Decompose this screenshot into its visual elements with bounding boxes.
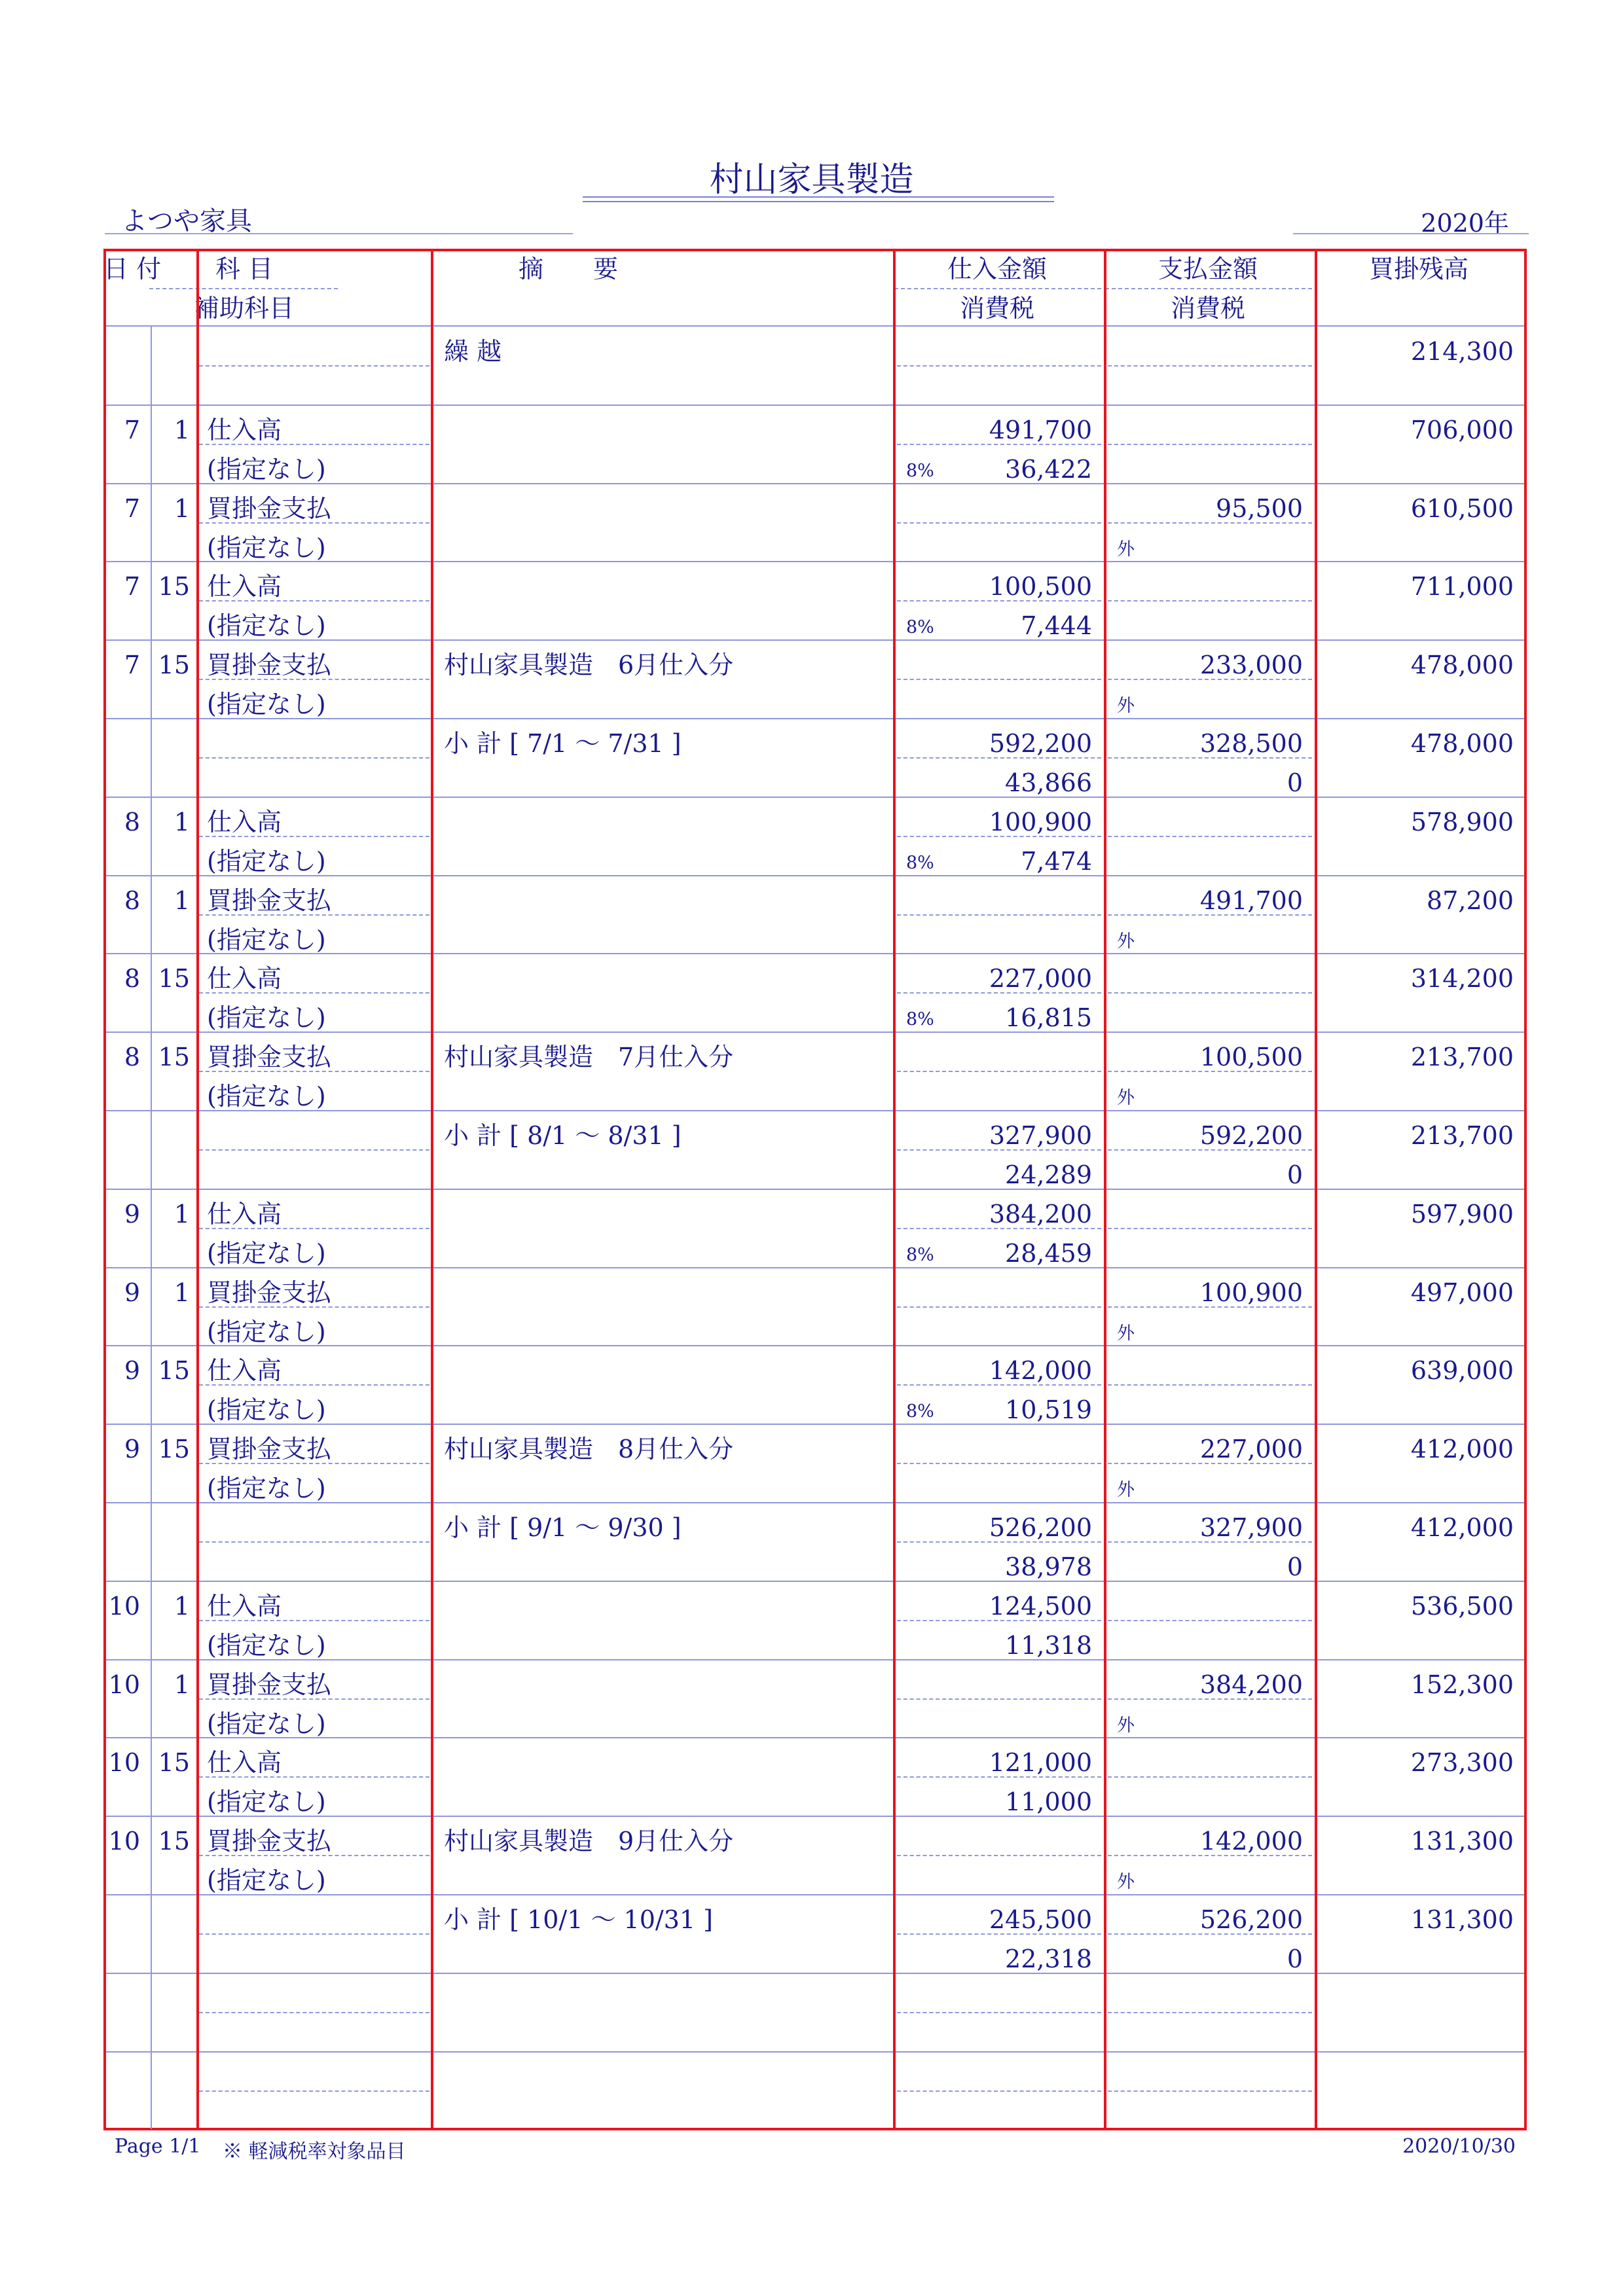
entry-account: 仕入高	[207, 415, 282, 444]
entry-purchase-tax: 36,422	[1005, 454, 1092, 484]
entry-tax-rate: 8%	[906, 460, 934, 481]
entry-purchase-tax: 11,318	[1005, 1630, 1092, 1660]
entry-tax-rate: 8%	[906, 1009, 934, 1030]
entry-payment-amount: 592,200	[1199, 1121, 1303, 1150]
entry-sub-account: (指定なし)	[207, 1082, 326, 1111]
entry-balance: 412,000	[1410, 1513, 1514, 1542]
entry-purchase-amount: 592,200	[989, 729, 1092, 758]
column-divider	[1315, 249, 1317, 2130]
entry-day: 1	[173, 1278, 190, 1307]
entry-sub-account: (指定なし)	[207, 1395, 326, 1425]
entry-payment-note: 外	[1117, 1088, 1135, 1109]
entry-purchase-amount: 100,900	[989, 807, 1092, 836]
entry-payment-amount: 95,500	[1216, 493, 1303, 523]
entry-sub-account: (指定なし)	[207, 846, 326, 876]
entry-description: 小 計 [ 10/1 ～ 10/31 ]	[444, 1905, 713, 1934]
entry-sub-account: (指定なし)	[207, 690, 326, 719]
entry-purchase-amount: 526,200	[989, 1513, 1092, 1542]
entry-description: 小 計 [ 7/1 ～ 7/31 ]	[444, 729, 682, 758]
entry-account: 仕入高	[207, 1591, 282, 1621]
entry-sub-account: (指定なし)	[207, 1003, 326, 1033]
footer-print-date: 2020/10/30	[1402, 2135, 1516, 2158]
column-divider	[431, 249, 433, 2130]
entry-account: 仕入高	[207, 572, 282, 601]
entry-account: 仕入高	[207, 807, 282, 836]
entry-day: 1	[173, 807, 190, 836]
entry-month: 8	[124, 886, 140, 915]
entry-sub-account: (指定なし)	[207, 1709, 326, 1738]
entry-description: 村山家具製造 6月仕入分	[444, 651, 734, 680]
header-sub-account: 補助科目	[194, 294, 294, 323]
entry-balance: 273,300	[1410, 1748, 1514, 1778]
entry-account: 買掛金支払	[207, 1435, 332, 1464]
entry-month: 9	[124, 1199, 140, 1229]
ledger-frame	[103, 249, 1527, 2130]
entry-day: 1	[173, 1591, 190, 1621]
entry-day: 15	[158, 1435, 190, 1464]
entry-description: 村山家具製造 8月仕入分	[444, 1435, 734, 1464]
entry-description: 村山家具製造 9月仕入分	[444, 1827, 734, 1856]
entry-month: 10	[108, 1670, 140, 1699]
entry-account: 買掛金支払	[207, 886, 332, 915]
entry-month: 10	[108, 1748, 140, 1778]
entry-payment-note: 外	[1117, 1323, 1135, 1344]
entry-sub-account: (指定なし)	[207, 1866, 326, 1895]
entry-account: 買掛金支払	[207, 1278, 332, 1307]
entry-month: 7	[124, 493, 140, 523]
entry-day: 1	[173, 886, 190, 915]
entry-account: 買掛金支払	[207, 1670, 332, 1699]
header-purchase-tax: 消費税	[959, 294, 1034, 323]
column-divider	[893, 249, 896, 2130]
entry-description: 小 計 [ 9/1 ～ 9/30 ]	[444, 1513, 682, 1542]
entry-month: 9	[124, 1356, 140, 1386]
entry-payment-note: 外	[1117, 1480, 1135, 1501]
entry-payment-amount: 100,900	[1199, 1278, 1303, 1307]
entry-purchase-tax: 24,289	[1005, 1160, 1092, 1189]
entry-month: 7	[124, 651, 140, 680]
entry-payment-amount: 526,200	[1199, 1905, 1303, 1934]
entry-purchase-amount: 142,000	[989, 1356, 1092, 1386]
entry-day: 15	[158, 1827, 190, 1856]
entry-account: 仕入高	[207, 1356, 282, 1386]
entry-description: 繰 越	[444, 337, 502, 366]
entry-tax-rate: 8%	[906, 852, 934, 873]
entry-balance: 213,700	[1410, 1121, 1514, 1150]
entry-day: 15	[158, 651, 190, 680]
customer-underline	[105, 233, 573, 234]
entry-payment-amount: 227,000	[1199, 1435, 1303, 1464]
entry-balance: 214,300	[1410, 337, 1514, 366]
entry-day: 15	[158, 572, 190, 601]
entry-sub-account: (指定なし)	[207, 611, 326, 641]
header-date: 日 付	[103, 255, 162, 283]
entry-purchase-amount: 327,900	[989, 1121, 1092, 1150]
entry-account: 買掛金支払	[207, 651, 332, 680]
entry-month: 7	[124, 572, 140, 601]
entry-payment-note: 外	[1117, 1715, 1135, 1736]
entry-sub-account: (指定なし)	[207, 533, 326, 562]
entry-day: 15	[158, 1748, 190, 1778]
entry-balance: 314,200	[1410, 964, 1514, 994]
entry-purchase-amount: 245,500	[989, 1905, 1092, 1934]
entry-balance: 131,300	[1410, 1827, 1514, 1856]
entry-balance: 87,200	[1427, 886, 1514, 915]
entry-month: 9	[124, 1435, 140, 1464]
entry-balance: 711,000	[1410, 572, 1514, 601]
customer-name: よつや家具	[121, 206, 252, 236]
ledger-table	[103, 249, 1527, 2130]
header-payment: 支払金額	[1158, 255, 1258, 283]
entry-purchase-tax: 11,000	[1005, 1787, 1092, 1817]
title-underline	[583, 201, 1054, 202]
entry-account: 買掛金支払	[207, 1827, 332, 1856]
entry-account: 買掛金支払	[207, 1043, 332, 1072]
entry-balance: 478,000	[1410, 729, 1514, 758]
entry-payment-amount: 142,000	[1199, 1827, 1303, 1856]
entry-payment-tax: 0	[1286, 1552, 1303, 1581]
title-underline	[583, 196, 1054, 198]
header-description: 摘 要	[518, 255, 618, 283]
entry-purchase-amount: 100,500	[989, 572, 1092, 601]
column-divider	[1104, 249, 1106, 2130]
entry-balance: 213,700	[1410, 1043, 1514, 1072]
entry-balance: 152,300	[1410, 1670, 1514, 1699]
entry-month: 8	[124, 807, 140, 836]
entry-purchase-amount: 384,200	[989, 1199, 1092, 1229]
entry-account: 買掛金支払	[207, 493, 332, 523]
entry-payment-amount: 100,500	[1199, 1043, 1303, 1072]
entry-payment-note: 外	[1117, 539, 1135, 560]
entry-purchase-tax: 16,815	[1005, 1003, 1092, 1033]
year-underline	[1293, 233, 1529, 234]
entry-purchase-amount: 124,500	[989, 1591, 1092, 1621]
entry-sub-account: (指定なし)	[207, 1787, 326, 1817]
entry-purchase-amount: 121,000	[989, 1748, 1092, 1778]
entry-balance: 578,900	[1410, 807, 1514, 836]
header-purchase: 仕入金額	[947, 255, 1047, 283]
entry-day: 15	[158, 964, 190, 994]
entry-purchase-tax: 7,474	[1021, 846, 1092, 876]
month-day-divider	[151, 326, 152, 2129]
entry-sub-account: (指定なし)	[207, 1317, 326, 1346]
entry-month: 10	[108, 1827, 140, 1856]
entry-payment-note: 外	[1117, 1872, 1135, 1893]
entry-account: 仕入高	[207, 1199, 282, 1229]
entry-account: 仕入高	[207, 964, 282, 994]
entry-sub-account: (指定なし)	[207, 1238, 326, 1268]
entry-tax-rate: 8%	[906, 1401, 934, 1422]
entry-payment-amount: 328,500	[1199, 729, 1303, 758]
entry-description: 小 計 [ 8/1 ～ 8/31 ]	[444, 1121, 682, 1150]
entry-day: 1	[173, 493, 190, 523]
column-divider	[196, 249, 199, 2130]
footer-note: ※ 軽減税率対象品目	[223, 2140, 406, 2163]
entry-month: 8	[124, 964, 140, 994]
header-balance: 買掛残高	[1368, 255, 1468, 283]
entry-purchase-tax: 43,866	[1005, 768, 1092, 797]
entry-balance: 639,000	[1410, 1356, 1514, 1386]
entry-balance: 536,500	[1410, 1591, 1514, 1621]
entry-day: 1	[173, 1199, 190, 1229]
entry-payment-tax: 0	[1286, 1945, 1303, 1973]
entry-account: 仕入高	[207, 1748, 282, 1778]
entry-tax-rate: 8%	[906, 1244, 934, 1265]
entry-payment-note: 外	[1117, 696, 1135, 717]
entry-sub-account: (指定なし)	[207, 925, 326, 954]
entry-purchase-tax: 28,459	[1005, 1238, 1092, 1268]
entry-month: 8	[124, 1043, 140, 1072]
entry-payment-tax: 0	[1286, 1160, 1303, 1189]
entry-month: 7	[124, 415, 140, 444]
entry-payment-amount: 491,700	[1199, 886, 1303, 915]
entry-balance: 478,000	[1410, 651, 1514, 680]
entry-balance: 131,300	[1410, 1905, 1514, 1934]
entry-payment-amount: 327,900	[1199, 1513, 1303, 1542]
ledger-title: 村山家具製造	[709, 160, 914, 200]
header-account: 科 目	[215, 255, 274, 283]
entry-payment-tax: 0	[1286, 768, 1303, 797]
entry-purchase-tax: 7,444	[1021, 611, 1092, 641]
entry-month: 10	[108, 1591, 140, 1621]
entry-purchase-amount: 227,000	[989, 964, 1092, 994]
entry-sub-account: (指定なし)	[207, 1474, 326, 1503]
entry-balance: 497,000	[1410, 1278, 1514, 1307]
entry-purchase-amount: 491,700	[989, 415, 1092, 444]
entry-payment-note: 外	[1117, 931, 1135, 952]
entry-month: 9	[124, 1278, 140, 1307]
entry-tax-rate: 8%	[906, 617, 934, 638]
entry-description: 村山家具製造 7月仕入分	[444, 1043, 734, 1072]
entry-day: 1	[173, 415, 190, 444]
footer-page-number: Page 1/1	[115, 2135, 201, 2158]
entry-day: 1	[173, 1670, 190, 1699]
entry-purchase-tax: 22,318	[1005, 1945, 1092, 1973]
entry-balance: 610,500	[1410, 493, 1514, 523]
entry-sub-account: (指定なし)	[207, 1630, 326, 1660]
entry-balance: 706,000	[1410, 415, 1514, 444]
entry-day: 15	[158, 1356, 190, 1386]
entry-balance: 597,900	[1410, 1199, 1514, 1229]
year-label: 2020年	[1421, 209, 1509, 238]
entry-payment-amount: 233,000	[1199, 651, 1303, 680]
header-payment-tax: 消費税	[1170, 294, 1245, 323]
entry-purchase-tax: 38,978	[1005, 1552, 1092, 1581]
entry-day: 15	[158, 1043, 190, 1072]
entry-payment-amount: 384,200	[1199, 1670, 1303, 1699]
entry-purchase-tax: 10,519	[1005, 1395, 1092, 1425]
entry-balance: 412,000	[1410, 1435, 1514, 1464]
entry-sub-account: (指定なし)	[207, 454, 326, 484]
